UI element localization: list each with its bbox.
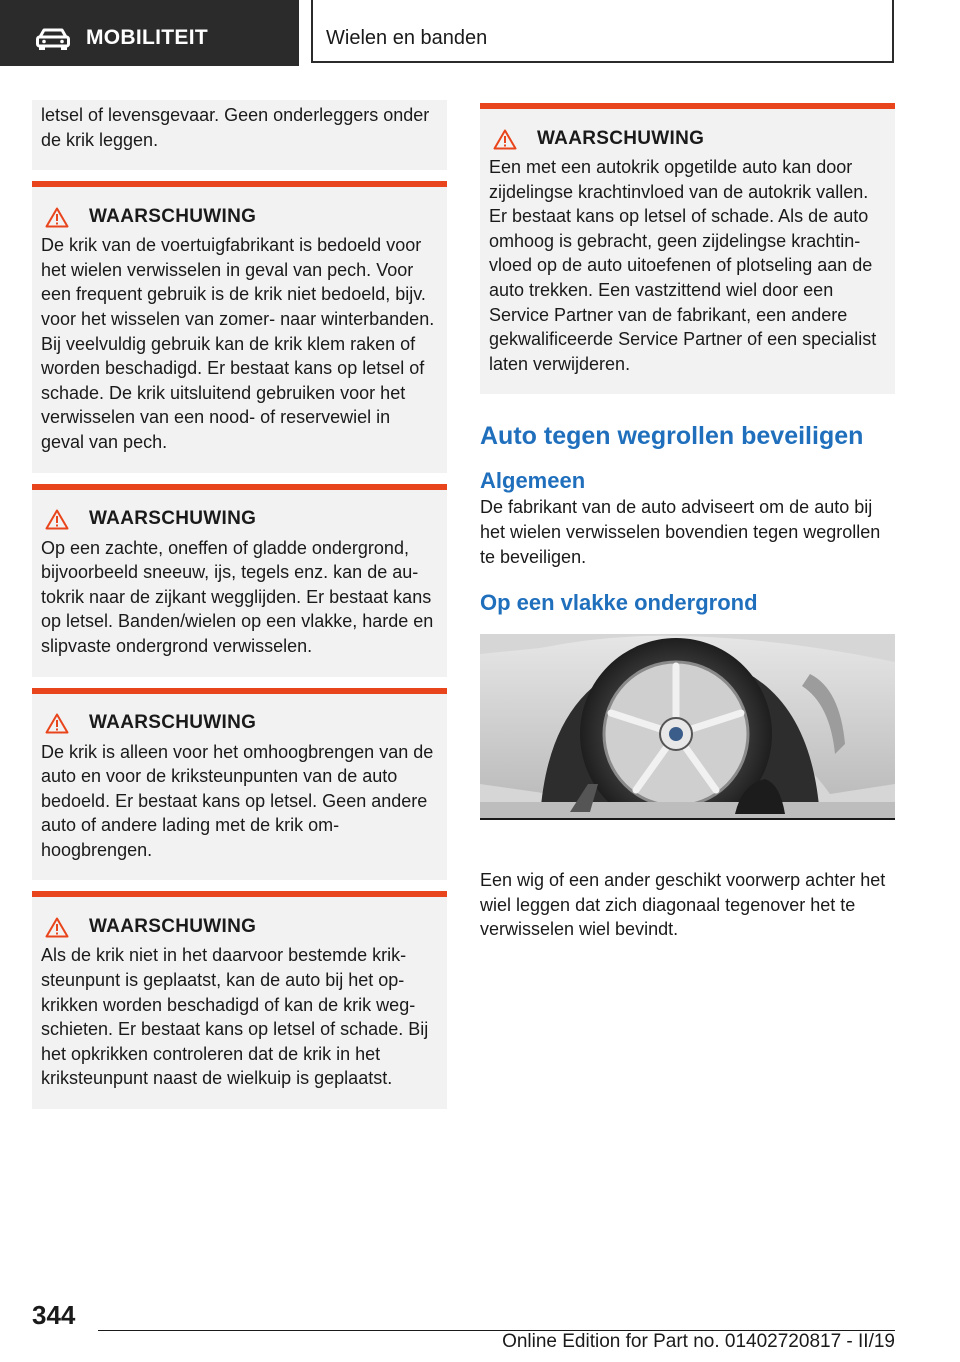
warning-continuation-text: letsel of levensgevaar. Geen onderleggers onder de krik leggen. bbox=[41, 105, 430, 150]
warning-triangle-icon bbox=[45, 207, 69, 228]
warning-triangle-icon bbox=[45, 917, 69, 938]
section-tab bbox=[0, 0, 299, 66]
left-column bbox=[32, 100, 447, 1109]
warning-triangle-icon bbox=[45, 713, 69, 734]
figure-caption: Een wig of een ander geschikt voorwerp achter het wiel leggen dat zich diagonaal tegenover het te verwisselen wiel bevindt. bbox=[480, 870, 886, 940]
wheel-chock-illustration bbox=[480, 634, 895, 820]
general-text: De fabrikant van de auto adviseert om de auto bij het wielen verwisselen bovendien tegen wegrollen te beveiligen. bbox=[480, 497, 881, 567]
chapter-title: Wielen en banden bbox=[326, 27, 488, 49]
warning-triangle-icon bbox=[45, 509, 69, 530]
car-icon bbox=[36, 28, 70, 50]
subheading-general: Algemeen bbox=[480, 468, 586, 494]
subheading-flat-ground: Op een vlakke ondergrond bbox=[480, 590, 758, 616]
warning-box bbox=[32, 181, 447, 472]
warning-text: De krik van de voertuigfabrikant is bedoeld voor het wielen verwisselen in geval van pech. Voor een frequent gebruik is de krik niet bedoeld, bijv. voor het wisselen van zomer- naar winterbanden. Bij veelvuldig gebruik kan de krik klem raken of worden beschadigd. Er bestaat kans op letsel of schade. De krik uitsluitend gebruiken voor het verwisselen van een nood- of reservewiel in geval van pech. bbox=[41, 235, 435, 452]
section-heading: Auto tegen wegrollen beveiligen bbox=[480, 422, 864, 451]
warning-title: WAARSCHUWING bbox=[89, 205, 257, 227]
footer-edition: Online Edition for Part no. 01402720817 - II/19 bbox=[502, 1331, 895, 1352]
warning-box bbox=[32, 484, 447, 677]
wheel-image bbox=[480, 634, 895, 818]
chapter-header bbox=[311, 0, 894, 63]
warning-continuation bbox=[32, 100, 447, 170]
page-number: 344 bbox=[32, 1300, 76, 1330]
warning-text: De krik is alleen voor het omhoogbrengen van de auto en voor de kriksteunpunten van de auto bedoeld. Er bestaat kans op letsel. Geen andere auto of andere lading met de krik omhoogbrengen. bbox=[41, 741, 434, 860]
section-label: MOBILITEIT bbox=[86, 26, 208, 49]
warning-title: WAARSCHUWING bbox=[89, 916, 257, 938]
warning-box bbox=[480, 103, 895, 394]
warning-box bbox=[32, 891, 447, 1109]
warning-triangle-icon bbox=[493, 129, 517, 150]
warning-title: WAARSCHUWING bbox=[537, 127, 705, 149]
warning-text: Op een zachte, oneffen of gladde ondergrond, bijvoorbeeld sneeuw, ijs, tegels enz. kan de autokrik naar de zijkant wegglijden. Er bestaat kans op letsel. Banden/wielen op een vlakke, harde en slipvaste ondergrond verwisselen. bbox=[41, 537, 434, 656]
warning-text: Een met een autokrik opgetilde auto kan door zijdelingse krachtinvloed van de autokrik vallen. Er bestaat kans op letsel of schade. Als de auto omhoog is gebracht, geen zijdelingse krachtinvloed op de auto uitoefenen of plotseling aan de auto trekken. Een vastzittend wiel door een Service Partner van de fabrikant, een andere gekwalificeerde Service Partner of een specialist laten verwijderen. bbox=[489, 157, 877, 374]
warning-title: WAARSCHUWING bbox=[89, 712, 257, 734]
warning-box bbox=[32, 688, 447, 881]
warning-text: Als de krik niet in het daarvoor bestemde kriksteunpunt is geplaatst, kan de auto bij het opkrikken worden beschadigd of kan de krik wegschieten. Er bestaat kans op letsel of schade. Bij het opkrikken controleren dat de krik in het kriksteunpunt naast de wielkuip is geplaatst. bbox=[41, 945, 429, 1089]
right-column bbox=[480, 103, 895, 942]
warning-title: WAARSCHUWING bbox=[89, 508, 257, 530]
